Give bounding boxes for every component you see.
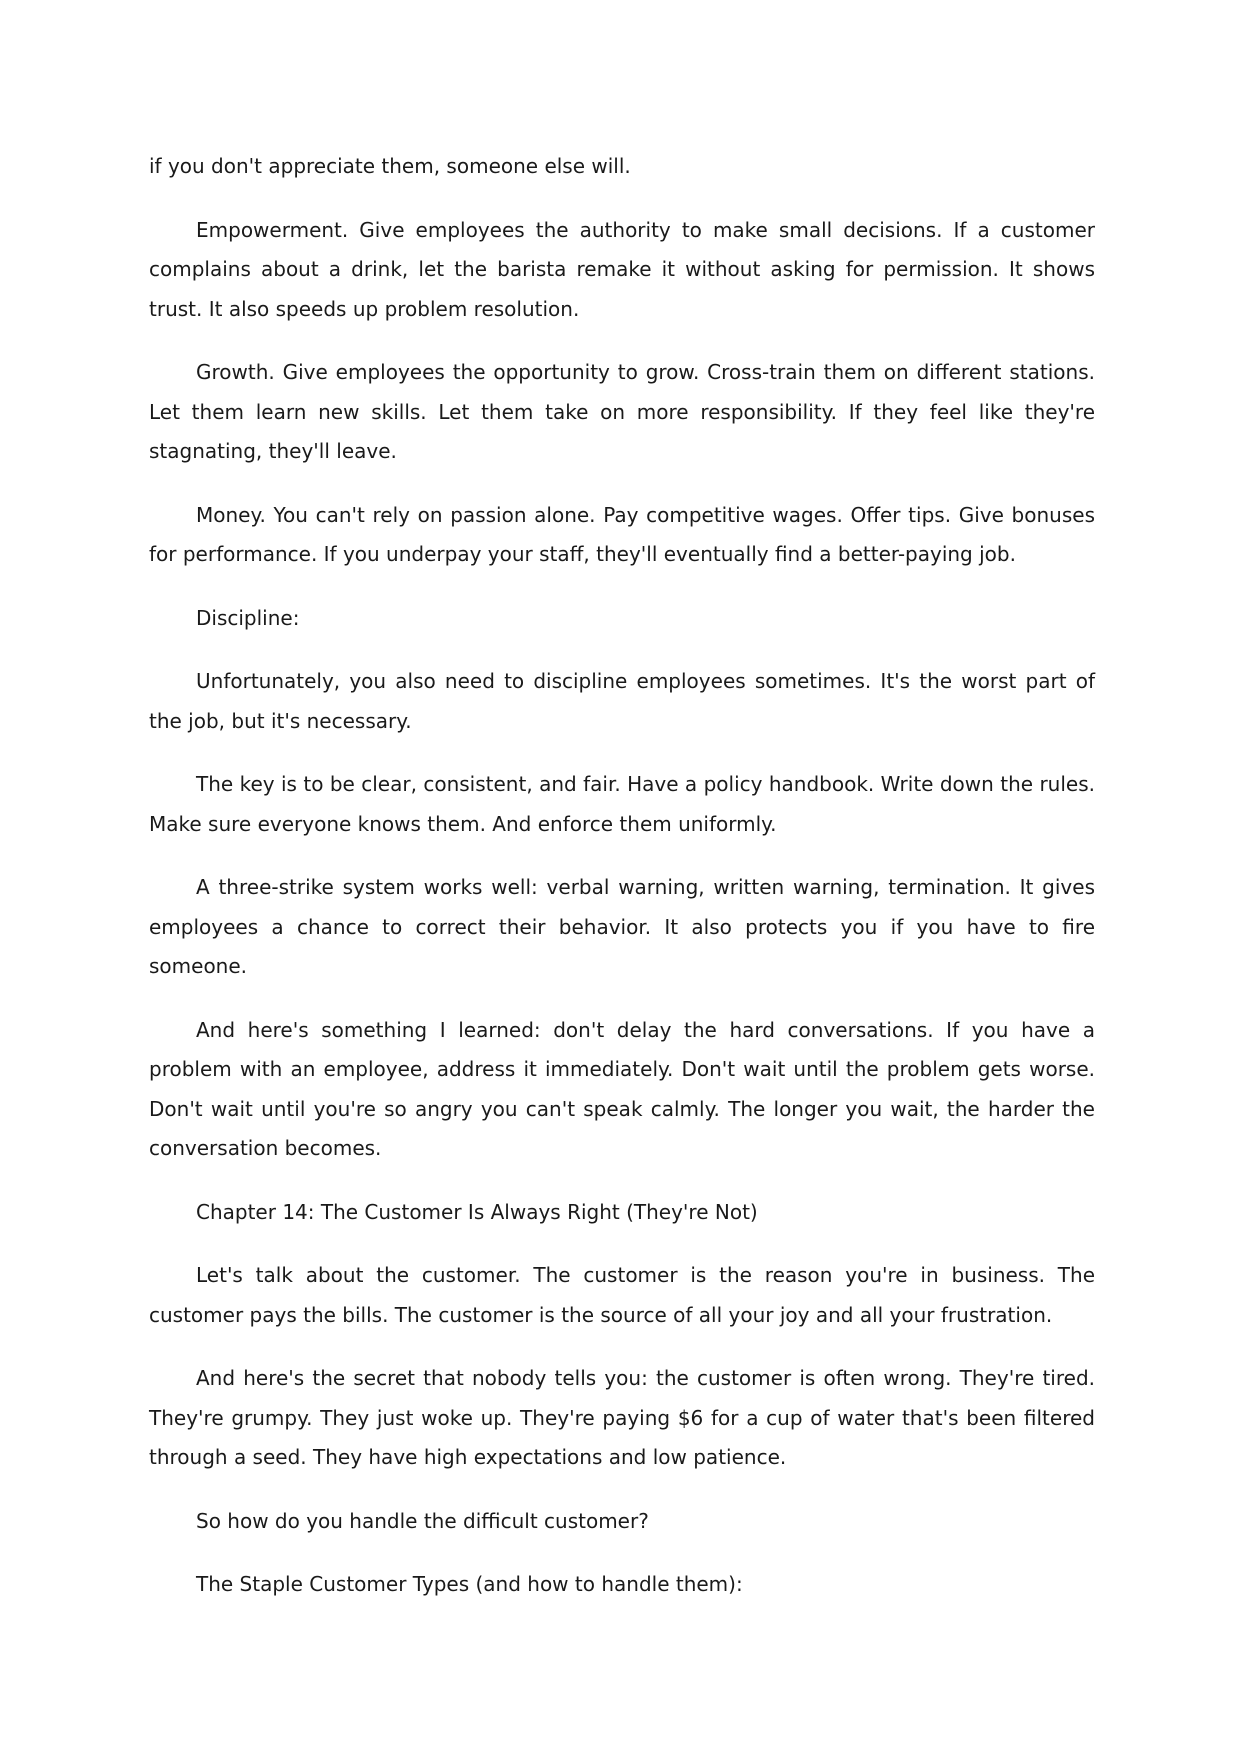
paragraph-customer-wrong: And here's the secret that nobody tells you: the customer is often wrong. They're tired. They're grumpy. They just woke up. They're paying $6 for a cup of water that's been filtered through a seed. They have high expectations and low patience. (149, 1366, 1095, 1469)
paragraph-empowerment: Empowerment. Give employees the authority to make small decisions. If a customer complains about a drink, let the barista remake it without asking for permission. It shows trust. It also speeds up problem resolution. (149, 217, 1095, 321)
section-heading-discipline: Discipline: (196, 605, 300, 630)
paragraph-continued: if you don't appreciate them, someone else will. (149, 154, 631, 178)
paragraph-customer-intro: Let's talk about the customer. The customer is the reason you're in business. The customer pays the bills. The customer is the source of all your joy and all your frustration. (149, 1263, 1095, 1327)
chapter-heading: Chapter 14: The Customer Is Always Right (They're Not) (196, 1199, 758, 1224)
paragraph-discipline-intro: Unfortunately, you also need to discipline employees sometimes. It's the worst part of the job, but it's necessary. (149, 669, 1095, 733)
paragraph-policy: The key is to be clear, consistent, and fair. Have a policy handbook. Write down the rules. Make sure everyone knows them. And enforce them uniformly. (149, 772, 1095, 836)
paragraph-hard-conversations: And here's something I learned: don't delay the hard conversations. If you have a problem with an employee, address it immediately. Don't wait until the problem gets worse. Don't wait until you're so angry you can't speak calmly. The longer you wait, the harder the conversation becomes. (149, 1017, 1095, 1160)
paragraph-growth: Growth. Give employees the opportunity to grow. Cross-train them on different stations. Let them learn new skills. Let them take on more responsibility. If they feel like they're stagnating, they'll leave. (149, 360, 1095, 463)
paragraph-customer-types: The Staple Customer Types (and how to handle them): (196, 1572, 743, 1596)
page-body (149, 147, 1095, 1629)
paragraph-difficult-customer: So how do you handle the difficult customer? (196, 1508, 649, 1533)
paragraph-three-strike: A three-strike system works well: verbal warning, written warning, termination. It gives employees a chance to correct their behavior. It also protects you if you have to fire someone. (149, 875, 1095, 978)
paragraph-money: Money. You can't rely on passion alone. Pay competitive wages. Offer tips. Give bonuses for performance. If you underpay your staff, they'll eventually find a better-paying job. (149, 502, 1095, 566)
